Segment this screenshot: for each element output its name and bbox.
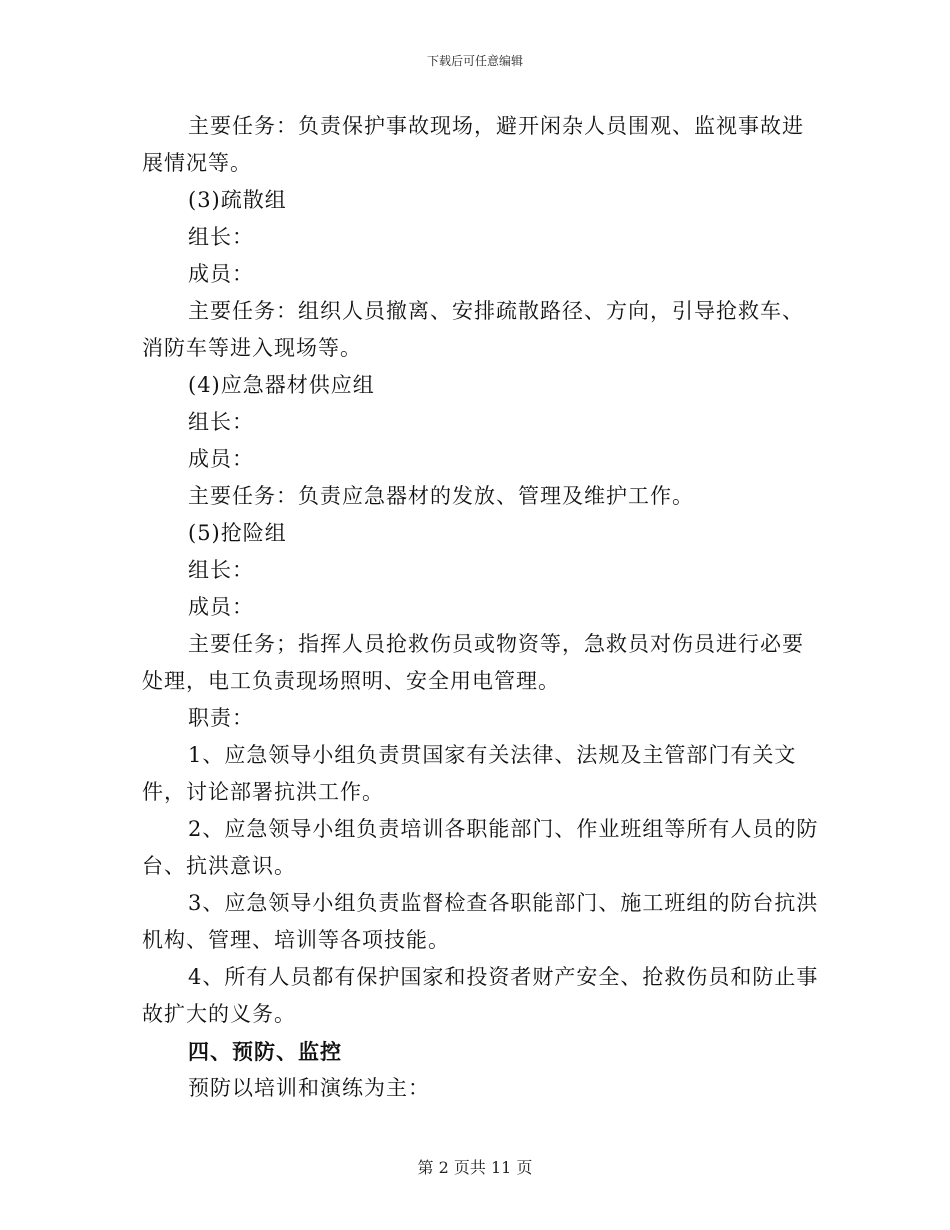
paragraph: 成员： [188,595,254,619]
section-heading: (5)抢险组 [188,521,287,545]
page-footer: 第 2 页共 11 页 [417,1158,533,1177]
paragraph: 职责： [188,706,254,730]
paragraph: 组长： [188,558,254,582]
paragraph: 4、所有人员都有保护国家和投资者财产安全、抢救伤员和防止事故扩大的义务。 [142,965,819,1026]
paragraph: 预防以培训和演练为主： [188,1076,430,1100]
paragraph: 主要任务：组织人员撤离、安排疏散路径、方向，引导抢救车、消防车等进入现场等。 [142,299,804,360]
paragraph: 组长： [188,225,254,249]
paragraph: 主要任务：负责保护事故现场，避开闲杂人员围观、监视事故进展情况等。 [142,114,804,175]
section-heading: (3)疏散组 [188,188,287,212]
document-body [142,108,822,1107]
section-heading: 四、预防、监控 [188,1039,342,1064]
paragraph: 成员： [188,262,254,286]
paragraph: 1、应急领导小组负责贯国家有关法律、法规及主管部门有关文件，讨论部署抗洪工作。 [142,743,797,804]
paragraph: 组长： [188,410,254,434]
paragraph: 成员： [188,447,254,471]
paragraph: 主要任务：负责应急器材的发放、管理及维护工作。 [188,484,694,508]
paragraph: 3、应急领导小组负责监督检查各职能部门、施工班组的防台抗洪机构、管理、培训等各项技能。 [142,891,819,952]
page-header: 下载后可任意编辑 [426,54,523,68]
paragraph: 主要任务；指挥人员抢救伤员或物资等，急救员对伤员进行必要处理，电工负责现场照明、安全用电管理。 [142,632,804,693]
paragraph: 2、应急领导小组负责培训各职能部门、作业班组等所有人员的防台、抗洪意识。 [142,817,819,878]
section-heading: (4)应急器材供应组 [188,373,375,397]
